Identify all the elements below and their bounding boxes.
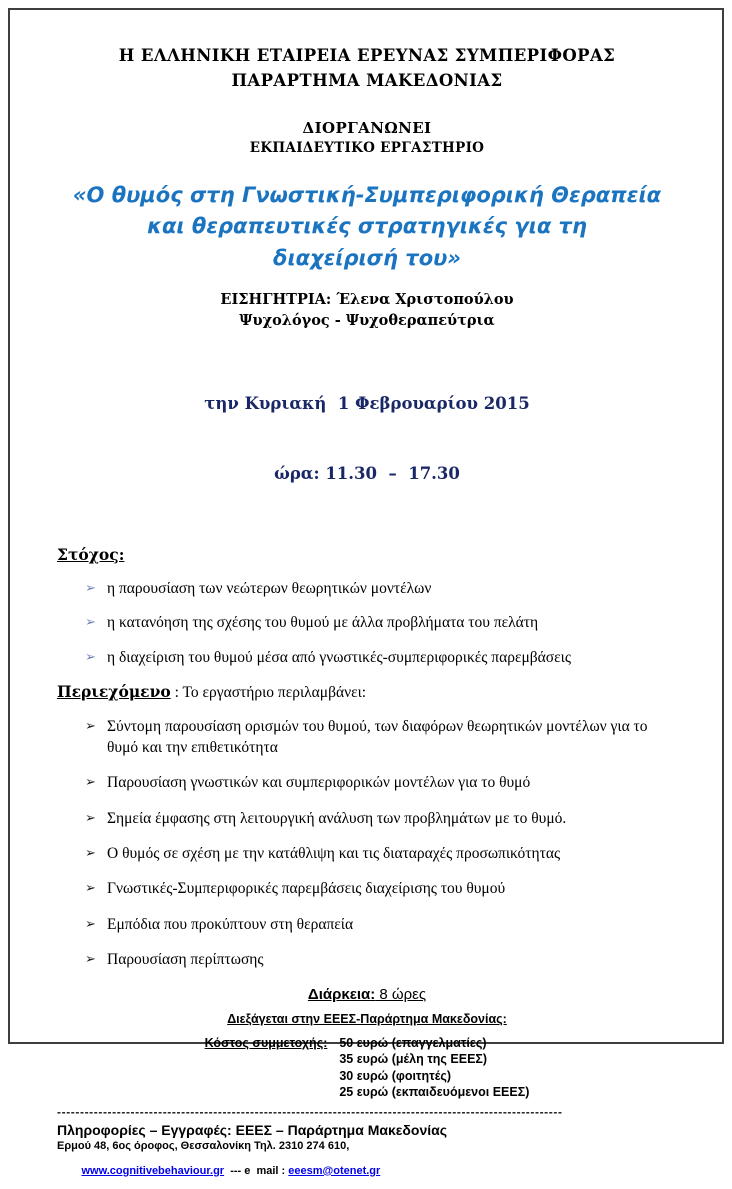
footer-address-line: Ερμού 48, 6ος όροφος, Θεσσαλονίκη Τηλ. 2310 274 610, [57,1139,350,1152]
duration-line [57,986,677,1003]
arrow-bullet-icon: ➢ [85,881,96,897]
contents-list-item [85,773,677,793]
event-date: την Κυριακή 1 Φεβρουαρίου 2015 [204,394,530,414]
contents-list-item [85,879,677,899]
presenter-block [57,289,677,331]
workshop-title-line3: διαχείρισή του» [273,245,461,270]
cost-block [57,1035,677,1101]
workshop-title-line2: και θεραπευτικές στρατηγικές για τη [147,214,587,238]
arrow-bullet-icon: ➢ [85,952,96,968]
organizes-label: ΔΙΟΡΓΑΝΩΝΕΙ [302,118,432,137]
event-datetime [57,346,677,531]
page-content [10,10,722,1189]
goals-list [57,579,677,668]
goals-list-item [85,613,677,633]
venue-line: Διεξάγεται στην ΕΕΕΣ-Παράρτημα Μακεδονίας: [227,1011,507,1026]
goals-list-item [85,648,677,668]
organization-branch: ΠΑΡΑΡΤΗΜΑ ΜΑΚΕΔΟΝΙΑΣ [231,70,503,90]
goals-item-text: η κατανόηση της σχέσης του θυμού με άλλα προβλήματα του πελάτη [107,614,539,632]
goals-item-text: η διαχείριση του θυμού μέσα από γνωστικές-συμπεριφορικές παρεμβάσεις [107,648,571,666]
goals-heading-text: Στόχος: [57,544,125,564]
arrow-bullet-icon: ➢ [85,615,96,631]
contents-list-item [85,915,677,935]
contents-item-text: Γνωστικές-Συμπεριφορικές παρεμβάσεις διαχείρισης του θυμού [107,880,506,898]
contents-item-text: Παρουσίαση περίπτωσης [107,951,264,969]
cost-label: Κόστος συμμετοχής: [204,1035,328,1050]
contents-item-text: Σύντομη παρουσίαση ορισμών του θυμού, των διαφόρων θεωρητικών μοντέλων για το θυμό και την επιθετικότητα [107,718,648,756]
website-link[interactable]: www.cognitivebehaviour.gr [81,1164,225,1177]
email-link[interactable]: eeesm@otenet.gr [288,1164,381,1177]
footer-links-line [57,1153,677,1189]
arrow-bullet-icon: ➢ [85,649,96,665]
cost-item: 30 ευρώ (φοιτητές) [339,1068,452,1083]
goals-list-item [85,579,677,599]
footer-info-line: Πληροφορίες – Εγγραφές: ΕΕΕΣ – Παράρτημα Μακεδονίας [57,1121,448,1138]
contents-item-text: Σημεία έμφασης στη λειτουργική ανάλυση των προβλημάτων με το θυμό. [107,809,567,827]
presenter-name: ΕΙΣΗΓΗΤΡΙΑ: Έλενα Χριστοπούλου [220,291,514,308]
cost-item: 50 ευρώ (επαγγελματίες) [339,1035,487,1050]
workshop-title [57,180,677,275]
arrow-bullet-icon: ➢ [85,810,96,826]
arrow-bullet-icon: ➢ [85,580,96,596]
duration-value: 8 ώρες [375,985,427,1003]
contents-heading-rest: : Το εργαστήριο περιλαμβάνει: [170,684,367,702]
contents-item-text: Ο θυμός σε σχέση με την κατάθλιψη και τις διαταραχές προσωπικότητας [107,844,561,862]
arrow-bullet-icon: ➢ [85,916,96,932]
page-border-frame [8,8,724,1177]
arrow-bullet-icon: ➢ [85,845,96,861]
cost-values [339,1035,529,1101]
contents-list [57,717,677,971]
organization-name: Η ΕΛΛΗΝΙΚΗ ΕΤΑΙΡΕΙΑ ΕΡΕΥΝΑΣ ΣΥΜΠΕΡΙΦΟΡΑΣ [118,46,616,65]
dashed-divider: -------------------------------------------------------------------------------------------------------------- [57,1104,563,1119]
email-separator: --- e mail : [224,1164,289,1177]
contents-item-text: Παρουσίαση γνωστικών και συμπεριφορικών μοντέλων για το θυμό [107,774,531,792]
duration-label: Διάρκεια: [307,985,376,1003]
cost-item: 25 ευρώ (εκπαιδευόμενοι ΕΕΕΣ) [339,1085,530,1100]
contents-list-item [85,950,677,970]
arrow-bullet-icon: ➢ [85,719,96,735]
goals-heading [57,545,677,564]
arrow-bullet-icon: ➢ [85,775,96,791]
contents-list-item [85,717,677,758]
event-type-label: ΕΚΠΑΙΔΕΥΤΙΚΟ ΕΡΓΑΣΤΗΡΙΟ [249,139,485,156]
goals-item-text: η παρουσίαση των νεώτερων θεωρητικών μοντέλων [107,579,432,597]
event-time: ώρα: 11.30 – 17.30 [274,463,460,483]
organization-header [57,44,677,94]
contents-heading [57,682,677,702]
contents-list-item [85,809,677,829]
workshop-title-line1: «Ο θυμός στη Γνωστική-Συμπεριφορική Θεραπεία [72,182,662,207]
contents-heading-bold: Περιεχόμενο [57,682,171,702]
contents-item-text: Εμπόδια που προκύπτουν στη θεραπεία [107,915,354,933]
contents-list-item [85,844,677,864]
presenter-role: Ψυχολόγος - Ψυχοθεραπεύτρια [239,312,495,330]
cost-item: 35 ευρώ (μέλη της ΕΕΕΣ) [339,1052,488,1067]
